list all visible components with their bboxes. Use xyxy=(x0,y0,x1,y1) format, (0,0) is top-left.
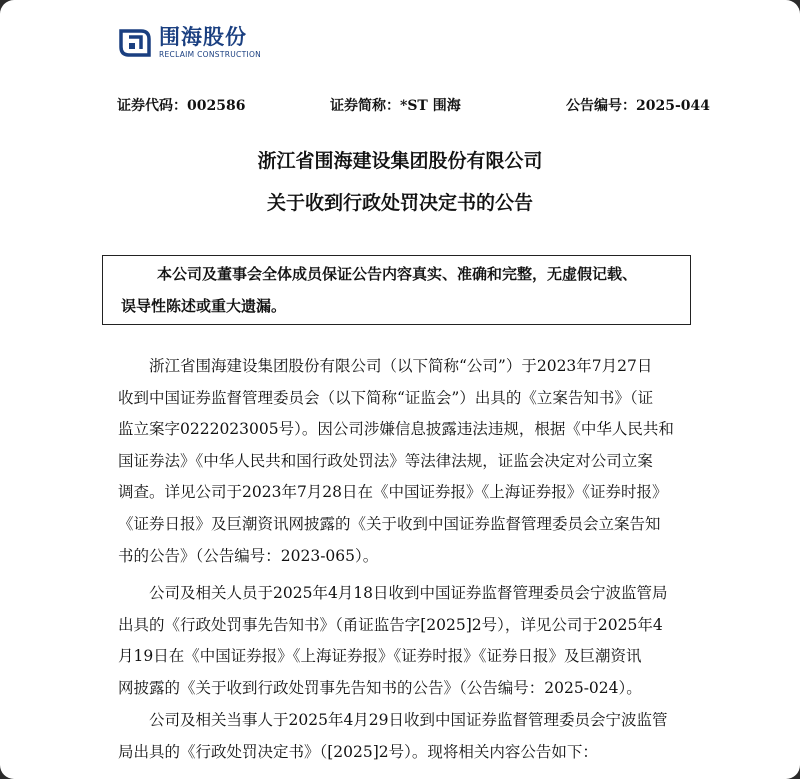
paragraph-line: 国证券法》《中华人民共和国行政处罚法》等法律法规，证监会决定对公司立案 xyxy=(118,451,653,470)
paragraph-line: 调查。详见公司于2023年7月28日在《中国证券报》《上海证券报》《证券时报》 xyxy=(118,483,668,502)
company-logo-icon xyxy=(117,27,153,59)
document-title-subject: 关于收到行政处罚决定书的公告 xyxy=(266,192,533,214)
paragraph-line: 书的公告》（公告编号：2023-065）。 xyxy=(118,546,379,565)
body-paragraph-2 xyxy=(118,578,668,704)
company-logo xyxy=(117,27,261,59)
logo-english-name: RECLAIM CONSTRUCTION xyxy=(159,50,262,60)
paragraph-line: 出具的《行政处罚事先告知书》（甬证监告字[2025]2号），详见公司于2025年4 xyxy=(118,615,663,634)
document-title-company: 浙江省围海建设集团股份有限公司 xyxy=(257,150,543,172)
statement-line-2: 误导性陈述或重大遗漏。 xyxy=(121,297,287,315)
paragraph-line: 《证券日报》及巨潮资讯网披露的《关于收到中国证券监督管理委员会立案告知 xyxy=(118,514,661,533)
paragraph-line: 公司及相关人员于2025年4月18日收到中国证券监督管理委员会宁波监管局 xyxy=(149,584,668,602)
paragraph-line: 局出具的《行政处罚决定书》（[2025]2号）。现将相关内容公告如下： xyxy=(118,742,598,761)
statement-box xyxy=(102,255,691,325)
paragraph-line: 公司及相关当事人于2025年4月29日收到中国证券监督管理委员会宁波监管 xyxy=(149,711,668,729)
paragraph-line: 网披露的《关于收到行政处罚事先告知书的公告》（公告编号：2025-024）。 xyxy=(118,678,642,697)
paragraph-line: 监立案字0222023005号）。因公司涉嫌信息披露违法违规，根据《中华人民共和 xyxy=(118,420,674,439)
statement-line-1: 本公司及董事会全体成员保证公告内容真实、准确和完整，无虚假记载、 xyxy=(157,265,638,283)
body-paragraph-3 xyxy=(118,705,668,768)
paragraph-line: 月19日在《中国证券报》《上海证券报》《证券时报》《证券日报》及巨潮资讯 xyxy=(118,647,642,666)
body-paragraph-1 xyxy=(118,351,674,572)
security-code: 证券代码：002586 xyxy=(117,98,246,114)
paragraph-line: 浙江省围海建设集团股份有限公司（以下简称“公司”）于2023年7月27日 xyxy=(149,357,653,375)
paragraph-line: 收到中国证券监督管理委员会（以下简称“证监会”）出具的《立案告知书》（证 xyxy=(118,388,654,407)
announcement-number: 公告编号：2025-044 xyxy=(566,98,710,114)
security-short-name: 证券简称：*ST 围海 xyxy=(330,98,461,114)
logo-chinese-name: 围海股份 xyxy=(159,25,247,50)
